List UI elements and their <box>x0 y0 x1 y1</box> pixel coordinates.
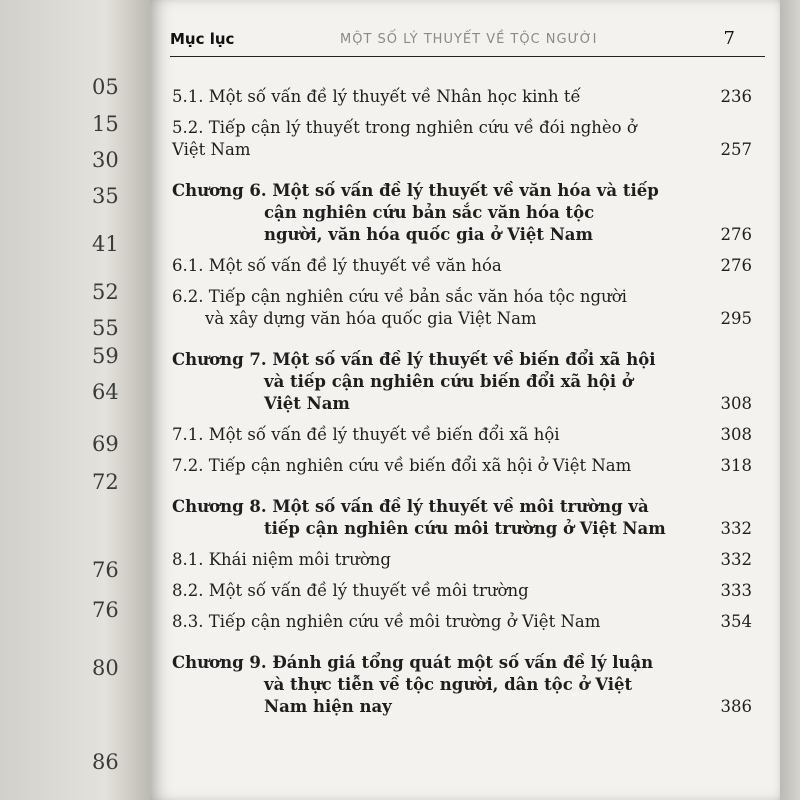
toc-entry-text: Chương 9. Đánh giá tổng quát một số vấn đề lý luận <box>172 653 654 672</box>
toc-entry-text: và tiếp cận nghiên cứu biến đổi xã hội ở <box>264 372 633 391</box>
left-page-number: 30 <box>92 148 119 172</box>
left-page-number: 55 <box>92 316 119 340</box>
toc-entry-text: tiếp cận nghiên cứu môi trường ở Việt Nam <box>264 519 666 538</box>
left-page-number: 64 <box>92 380 119 404</box>
toc-entry-text: và thực tiễn về tộc người, dân tộc ở Việt <box>264 675 633 694</box>
toc-page-number: 333 <box>720 581 752 600</box>
left-page-number: 86 <box>92 750 119 774</box>
toc-page-number: 308 <box>720 425 752 444</box>
left-page-number: 69 <box>92 432 119 456</box>
page-number: 7 <box>723 28 735 49</box>
toc-entry-text: 8.1. Khái niệm môi trường <box>172 550 391 569</box>
toc-page-number: 318 <box>720 456 752 475</box>
toc-page-number: 276 <box>720 256 752 275</box>
toc-section-entry <box>172 455 752 477</box>
toc-entry-text: 7.2. Tiếp cận nghiên cứu về biến đổi xã hội ở Việt Nam <box>172 456 632 475</box>
toc-page-number: 308 <box>720 394 752 413</box>
toc-page-number: 386 <box>720 697 752 716</box>
toc-entry-text: 6.2. Tiếp cận nghiên cứu về bản sắc văn hóa tộc người <box>172 287 627 306</box>
left-page-number: 05 <box>92 75 119 99</box>
right-page-edge <box>780 0 800 800</box>
toc-chapter-entry <box>172 180 752 246</box>
toc-page-number: 332 <box>720 550 752 569</box>
toc-entry-text: cận nghiên cứu bản sắc văn hóa tộc <box>264 203 595 222</box>
left-page-number: 76 <box>92 558 119 582</box>
toc-entry-text: Việt Nam <box>172 140 251 159</box>
toc-section-entry <box>172 117 752 161</box>
toc-entry-text: 6.1. Một số vấn đề lý thuyết về văn hóa <box>172 256 502 275</box>
toc-entry-text: 5.1. Một số vấn đề lý thuyết về Nhân học kinh tế <box>172 87 581 106</box>
toc-section-entry <box>172 611 752 633</box>
left-page-number: 52 <box>92 280 119 304</box>
toc-chapter-entry <box>172 349 752 415</box>
toc-section-entry <box>172 549 752 571</box>
toc-section-entry <box>172 286 752 330</box>
toc-section-entry <box>172 580 752 602</box>
toc-entry-text: 8.2. Một số vấn đề lý thuyết về môi trường <box>172 581 529 600</box>
toc-entry-text: 8.3. Tiếp cận nghiên cứu về môi trường ở Việt Nam <box>172 612 601 631</box>
left-page-number: 76 <box>92 598 119 622</box>
toc-page-number: 332 <box>720 519 752 538</box>
toc-entry-text: Việt Nam <box>264 394 350 413</box>
left-page <box>0 0 150 800</box>
left-page-number: 41 <box>92 232 119 256</box>
toc-section-entry <box>172 424 752 446</box>
toc-entry-text: Chương 6. Một số vấn đề lý thuyết về văn hóa và tiếp <box>172 181 659 200</box>
header-title: Mục lục <box>170 30 235 48</box>
left-page-number: 15 <box>92 112 119 136</box>
toc-entry-text: và xây dựng văn hóa quốc gia Việt Nam <box>205 309 537 328</box>
toc-entry-text: người, văn hóa quốc gia ở Việt Nam <box>264 225 593 244</box>
toc-page-number: 354 <box>720 612 752 631</box>
toc-page-number: 257 <box>720 140 752 159</box>
toc-entry-text: Nam hiện nay <box>264 697 392 716</box>
toc-page-number: 295 <box>720 309 752 328</box>
toc-entry-text: Chương 7. Một số vấn đề lý thuyết về biến đổi xã hội <box>172 350 656 369</box>
toc-entry-text: 5.2. Tiếp cận lý thuyết trong nghiên cứu về đói nghèo ở <box>172 118 637 137</box>
toc-chapter-entry <box>172 496 752 540</box>
left-page-number: 72 <box>92 470 119 494</box>
table-of-contents <box>172 86 752 718</box>
toc-page-number: 276 <box>720 225 752 244</box>
left-page-number: 59 <box>92 344 119 368</box>
toc-page-number: 236 <box>720 87 752 106</box>
toc-chapter-entry <box>172 652 752 718</box>
left-page-number: 35 <box>92 184 119 208</box>
toc-section-entry <box>172 86 752 108</box>
toc-section-entry <box>172 255 752 277</box>
toc-entry-text: Chương 8. Một số vấn đề lý thuyết về môi trường và <box>172 497 649 516</box>
toc-entry-text: 7.1. Một số vấn đề lý thuyết về biến đổi xã hội <box>172 425 560 444</box>
header-running-title: MỘT SỐ LÝ THUYẾT VỀ TỘC NGƯỜI <box>340 32 598 47</box>
book-page <box>150 0 782 800</box>
page-header <box>170 26 765 57</box>
left-page-number: 80 <box>92 656 119 680</box>
